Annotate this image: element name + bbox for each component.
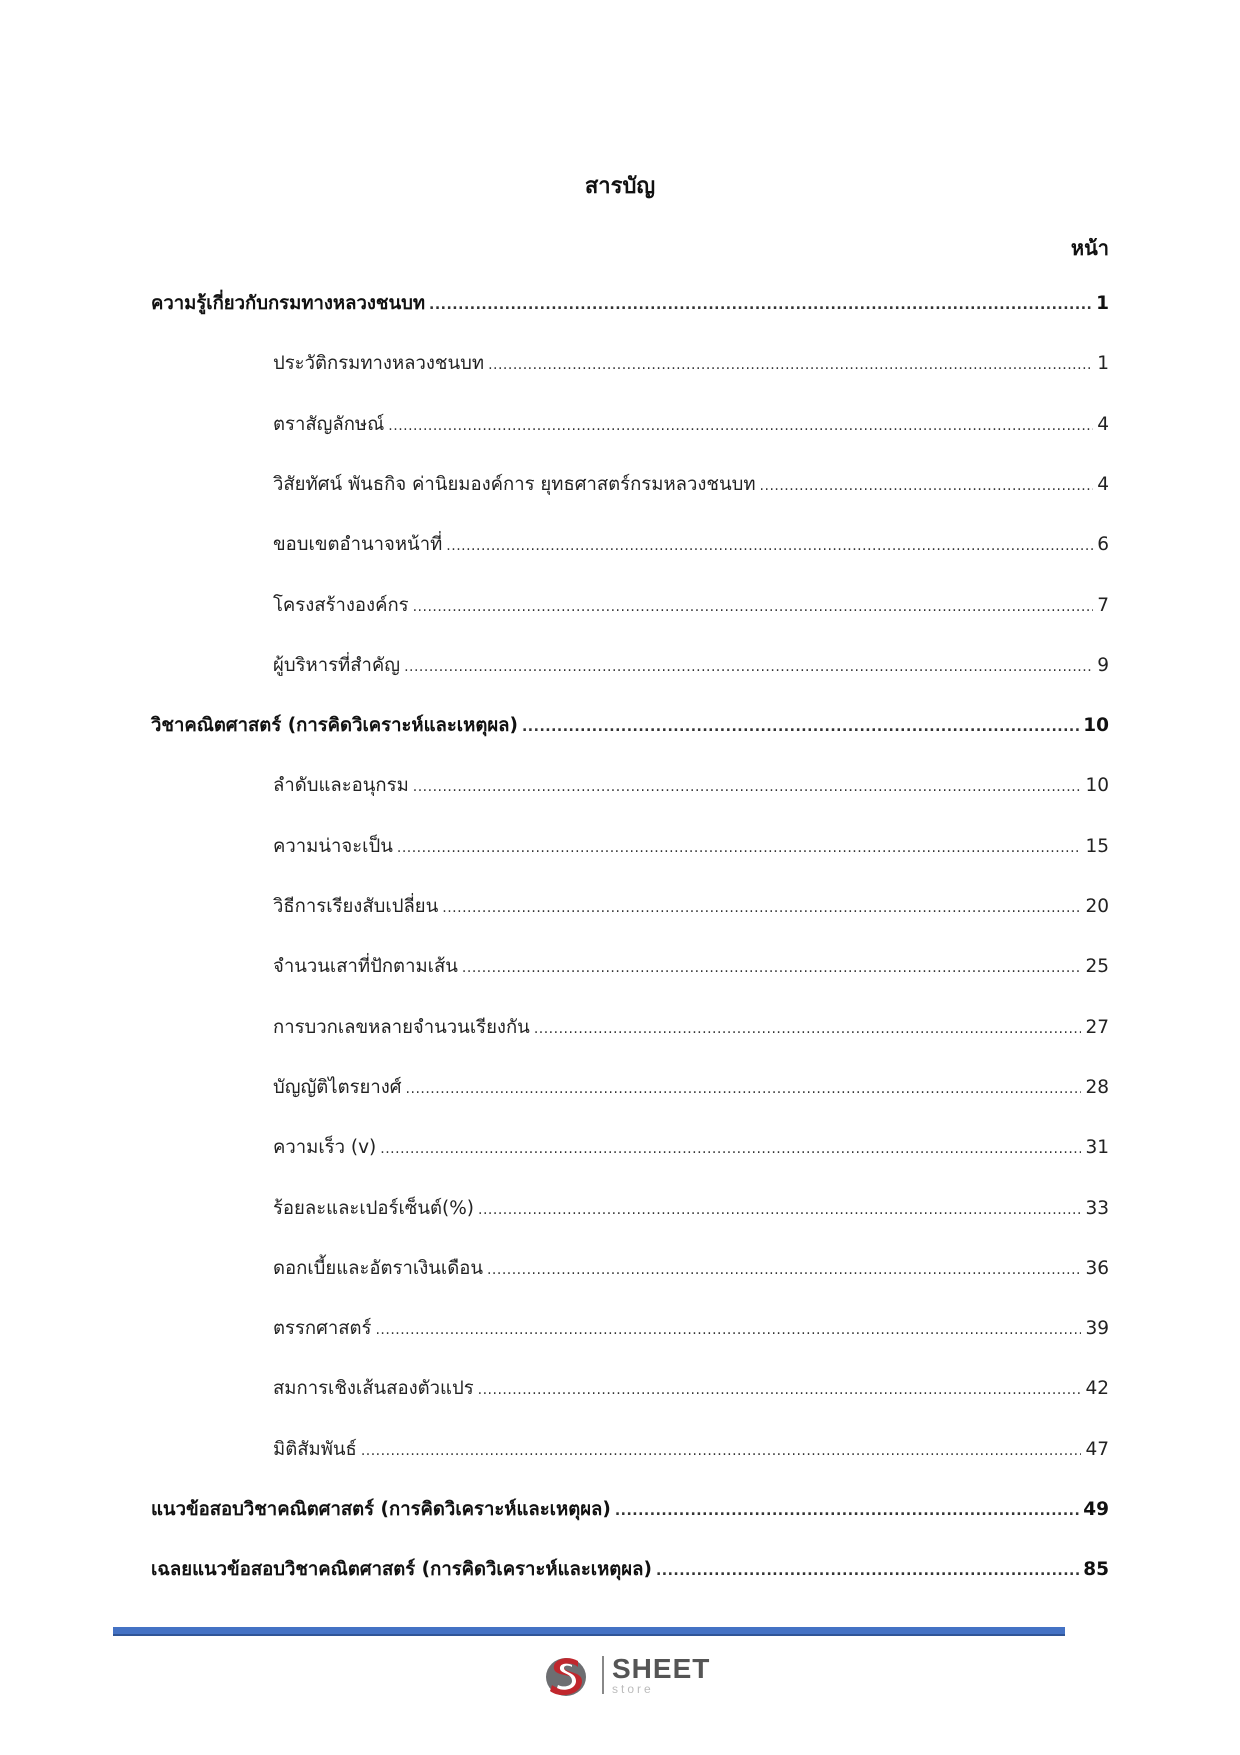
toc-page-number: 1 <box>1096 293 1109 314</box>
toc-page-number: 27 <box>1085 1016 1109 1038</box>
toc-subsection-entry <box>273 591 1109 621</box>
toc-page-number: 9 <box>1097 654 1109 676</box>
toc-entry-title: ผู้บริหารที่สำคัญ <box>273 654 401 676</box>
toc-subsection-entry <box>273 1194 1109 1224</box>
toc-entry-title: การบวกเลขหลายจำนวนเรียงกัน <box>273 1016 530 1038</box>
toc-page-number: 7 <box>1097 594 1109 616</box>
toc-subsection-entry <box>273 470 1109 500</box>
toc-dot-leader <box>522 719 1079 735</box>
toc-dot-leader <box>534 1021 1082 1037</box>
toc-entry-title: โครงสร้างองค์กร <box>273 594 409 616</box>
toc-entry-title: จำนวนเสาที่ปักตามเส้น <box>273 956 458 978</box>
toc-subsection-entry <box>273 771 1109 801</box>
logo-separator <box>602 1656 604 1694</box>
toc-entry-title: ตรรกศาสตร์ <box>273 1318 372 1340</box>
toc-subsection-entry <box>273 1254 1109 1284</box>
toc-subsection-entry <box>273 1314 1109 1344</box>
sheet-store-logo <box>542 1651 710 1699</box>
toc-dot-leader <box>406 1081 1082 1097</box>
toc-page-number: 47 <box>1085 1438 1109 1460</box>
toc-page-number: 39 <box>1085 1318 1109 1340</box>
toc-page-number: 36 <box>1085 1257 1109 1279</box>
toc-entry-title: วิชาคณิตศาสตร์ (การคิดวิเคราะห์และเหตุผล) <box>151 715 518 737</box>
footer-rule <box>113 1627 1065 1636</box>
toc-subsection-entry <box>273 349 1109 379</box>
toc-page-number: 15 <box>1085 835 1109 857</box>
toc-entry-title: ความรู้เกี่ยวกับกรมทางหลวงชนบท <box>151 293 426 314</box>
toc-dot-leader <box>478 1382 1082 1398</box>
toc-section-entry <box>151 289 1109 319</box>
page-column-label: หน้า <box>1070 236 1109 260</box>
toc-entry-title: ความเร็ว (v) <box>273 1137 377 1159</box>
sheet-store-logo-icon <box>542 1651 594 1699</box>
toc-page-number: 4 <box>1097 473 1109 495</box>
toc-entry-title: ดอกเบี้ยและอัตราเงินเดือน <box>273 1257 483 1279</box>
toc-page-number: 85 <box>1083 1559 1109 1581</box>
toc-subsection-entry <box>273 1013 1109 1043</box>
toc-subsection-entry <box>273 410 1109 440</box>
toc-entry-title: สมการเชิงเส้นสองตัวแปร <box>273 1378 474 1400</box>
logo-main-text: SHEET <box>612 1653 711 1684</box>
toc-dot-leader <box>380 1141 1081 1157</box>
toc-subsection-entry <box>273 832 1109 862</box>
toc-dot-leader <box>388 418 1093 434</box>
toc-dot-leader <box>397 840 1082 856</box>
toc-subsection-entry <box>273 1435 1109 1465</box>
toc-entry-title: ความน่าจะเป็น <box>273 835 393 857</box>
toc-page-number: 10 <box>1083 715 1109 737</box>
toc-subsection-entry <box>273 1374 1109 1404</box>
toc-dot-leader <box>404 659 1093 675</box>
toc-dot-leader <box>487 1262 1081 1278</box>
toc-entry-title: บัญญัติไตรยางศ์ <box>273 1076 402 1098</box>
toc-page-number: 25 <box>1085 956 1109 978</box>
toc-page-number: 1 <box>1097 353 1109 375</box>
toc-dot-leader <box>442 900 1081 916</box>
toc-dot-leader <box>488 357 1093 373</box>
logo-sub-text: store <box>612 1682 654 1696</box>
toc-section-entry <box>151 1495 1109 1525</box>
toc-section-entry <box>151 1555 1109 1585</box>
toc-dot-leader <box>375 1322 1081 1338</box>
toc-entry-title: มิติสัมพันธ์ <box>273 1438 357 1460</box>
toc-dot-leader <box>615 1503 1079 1519</box>
toc-entry-title: ขอบเขตอำนาจหน้าที่ <box>273 534 443 556</box>
toc-entry-title: ร้อยละและเปอร์เซ็นต์(%) <box>273 1197 475 1219</box>
toc-dot-leader <box>446 538 1093 554</box>
toc-subsection-entry <box>273 1073 1109 1103</box>
toc-entry-title: แนวข้อสอบวิชาคณิตศาสตร์ (การคิดวิเคราะห์และเหตุผล) <box>151 1499 611 1520</box>
toc-subsection-entry <box>273 651 1109 681</box>
toc-dot-leader <box>361 1443 1082 1459</box>
toc-dot-leader <box>413 779 1082 795</box>
toc-page-number: 49 <box>1083 1499 1109 1520</box>
toc-dot-leader <box>656 1563 1079 1579</box>
toc-subsection-entry <box>273 892 1109 922</box>
toc-page-number: 28 <box>1085 1076 1109 1098</box>
toc-entry-title: เฉลยแนวข้อสอบวิชาคณิตศาสตร์ (การคิดวิเคราะห์และเหตุผล) <box>151 1559 652 1581</box>
toc-entry-title: ลำดับและอนุกรม <box>273 775 409 797</box>
toc-dot-leader <box>429 297 1092 313</box>
toc-entry-title: วิธีการเรียงสับเปลี่ยน <box>273 896 439 917</box>
toc-subsection-entry <box>273 530 1109 560</box>
toc-section-entry <box>151 711 1109 741</box>
toc-page-number: 42 <box>1085 1378 1109 1400</box>
toc-page-number: 33 <box>1085 1197 1109 1219</box>
toc-page-number: 10 <box>1085 775 1109 797</box>
toc-entry-title: วิสัยทัศน์ พันธกิจ ค่านิยมองค์การ ยุทธศาสตร์กรมหลวงชนบท <box>273 473 756 495</box>
toc-dot-leader <box>462 960 1082 976</box>
toc-subsection-entry <box>273 952 1109 982</box>
toc-dot-leader <box>478 1202 1081 1218</box>
toc-page-number: 4 <box>1097 413 1109 435</box>
page-title: สารบัญ <box>584 174 656 199</box>
toc-dot-leader <box>760 478 1094 494</box>
toc-page-number: 20 <box>1085 896 1109 917</box>
toc-entry-title: ประวัติกรมทางหลวงชนบท <box>273 353 485 375</box>
toc-dot-leader <box>413 599 1094 615</box>
toc-page-number: 6 <box>1097 534 1109 556</box>
toc-subsection-entry <box>273 1133 1109 1163</box>
toc-page-number: 31 <box>1085 1137 1109 1159</box>
toc-entry-title: ตราสัญลักษณ์ <box>273 413 385 435</box>
